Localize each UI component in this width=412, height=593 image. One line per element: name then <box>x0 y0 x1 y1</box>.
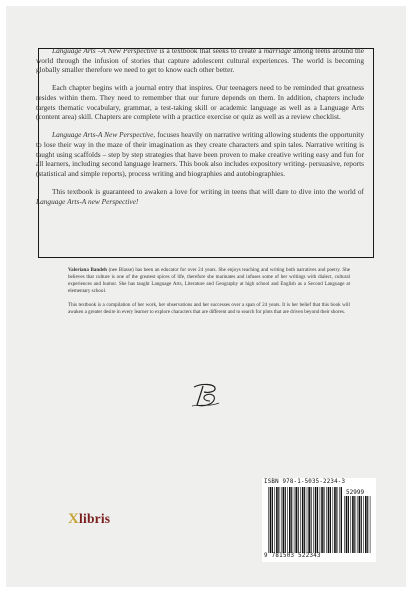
barcode-bar <box>302 487 304 553</box>
barcode-bar <box>354 496 355 553</box>
barcode-bar <box>268 487 269 553</box>
barcode-bar <box>276 487 278 553</box>
barcode-bar <box>291 487 292 553</box>
price-barcode-icon <box>344 496 372 553</box>
barcode-bar <box>308 487 310 553</box>
barcode-bar <box>287 487 288 553</box>
barcode-bar <box>326 487 327 553</box>
barcode-bar <box>272 487 273 553</box>
blurb-panel <box>36 46 364 248</box>
barcode-bar <box>300 487 301 553</box>
author-bio <box>68 267 350 323</box>
barcode-bar <box>313 487 314 553</box>
barcode-bar <box>304 487 305 553</box>
barcode-bar <box>341 487 342 553</box>
isbn-label: ISBN 978-1-5035-2234-3 <box>264 479 346 485</box>
barcode-bar <box>330 487 331 553</box>
logo-text: libris <box>79 511 111 526</box>
book-title: Language Arts-A New Perspective, <box>52 130 156 140</box>
barcode-bar <box>363 496 364 553</box>
barcode-bar <box>294 487 295 553</box>
barcode-bar <box>346 496 348 553</box>
blurb-text <box>36 46 364 206</box>
barcode-bar <box>352 496 354 553</box>
barcode-bar <box>348 496 349 553</box>
barcode-bar <box>359 496 361 553</box>
barcode-bar <box>285 487 286 553</box>
barcode-bar <box>350 496 351 553</box>
blurb-paragraph-3: Language Arts-A New Perspective, focuses heavily on narrative writing allowing students the opportunity to lose their way in the maze of their imagination as they create characters and spin tales. Narrative writing is taught using scaffolds – step by step strategies that have been proven to make creative writing easy and fun for all learners, including second language learners. This book also includes expository writing- persuasive, reports (statistical and simple reports), process writing and biographies and autobiographies. <box>36 130 365 178</box>
barcode-bar <box>317 487 318 553</box>
barcode-bar <box>334 487 336 553</box>
barcode-bar <box>289 487 291 553</box>
bio-paragraph-1: Valeriana Bandeh (nee Blasse) has been an educator for over 24 years. She enjoys teaching and writing both narratives and poetry. She believes that culture is one of the greatest spices of life, therefore she marinates and infuses some of her writings with dialect, cultural experiences and humor. She has taught Language Arts, Literature and Geography at high school and English as a Second Language at elementary school. <box>68 267 350 295</box>
barcode-bar <box>274 487 275 553</box>
author-name: Valeriana Bandeh <box>68 267 107 273</box>
bio-paragraph-2: This textbook is a compilation of her work, her observations and her successes over a span of 24 years. It is her belief that this book will awaken a greater desire in every learner to explore characters that are different and to search for plots that are driven beyond their shores. <box>68 301 350 315</box>
barcode-bar <box>307 487 308 553</box>
barcode-bar <box>339 487 340 553</box>
barcode-icon <box>268 487 342 553</box>
barcode-bar <box>333 487 334 553</box>
barcode-bar <box>367 496 368 553</box>
barcode-bar <box>321 487 323 553</box>
isbn-barcode-block <box>262 478 376 562</box>
barcode-bar <box>311 487 312 553</box>
blurb-paragraph-2: Each chapter begins with a journal entry that inspires. Our teenagers need to be reminded that greatness resides within them. They need to remember that our furure depends on them. In addition, chapters include targets thematic vocabulary, grammar, a test-taking skill or academic language as well as a Language Arts (content area) skill. Chapters are complete with a practice exercise or quiz as well as a review checklist. <box>36 83 364 122</box>
blurb-paragraph-1: Language Arts –A New Perspective is a textbook that seeks to create a marriage among teens around the world through the infusion of stories that capture adolescent cultural experiences. The world is becoming globally smaller therefore we need to get to know each other better. <box>36 46 364 75</box>
barcode-bar <box>370 496 371 553</box>
barcode-bar <box>328 487 330 553</box>
barcode-bar <box>283 487 285 553</box>
barcode-bar <box>278 487 279 553</box>
logo-x: X <box>68 511 80 527</box>
barcode-bar <box>357 496 358 553</box>
barcode-bar <box>281 487 282 553</box>
barcode-bar <box>320 487 321 553</box>
blurb-paragraph-4: This textbook is guaranteed to awaken a love for writing in teens that will dare to dive into the world of Language Arts-A new Perspective! <box>36 186 364 206</box>
barcode-bar <box>270 487 272 553</box>
barcode-bar <box>336 487 337 553</box>
signature-icon <box>188 381 222 409</box>
barcode-bar <box>295 487 297 553</box>
barcode-bar <box>365 496 367 553</box>
barcode-bar <box>298 487 299 553</box>
barcode-bar <box>323 487 324 553</box>
book-title: Language Arts –A New Perspective <box>52 46 158 55</box>
barcode-bar <box>344 496 345 553</box>
barcode-bar <box>315 487 317 553</box>
publisher-logo <box>68 511 110 528</box>
price-code: 52999 <box>346 489 365 496</box>
book-title: Language Arts-A new Perspective! <box>36 196 139 206</box>
barcode-digits: 9 781503 522343 <box>264 553 321 559</box>
barcode-bar <box>361 496 362 553</box>
